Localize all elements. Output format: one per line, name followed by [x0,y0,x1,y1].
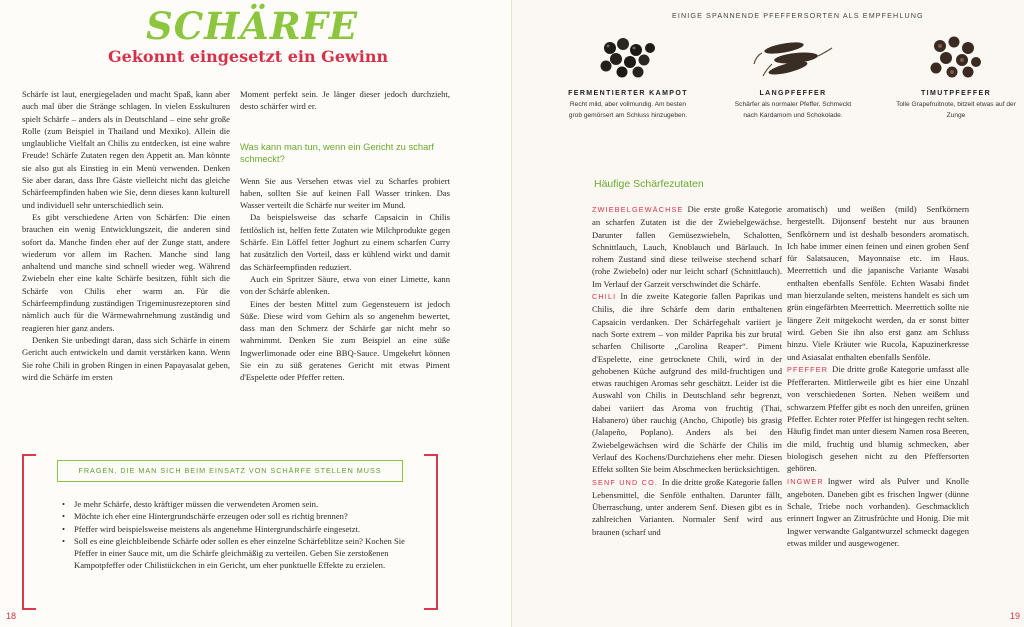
entry-text: In die zweite Kategorie fallen Paprikas und Chilis, die ihre Schärfe dem darin enthaltenen Capsaicin verdanken. Der Schärfegehalt variiert je nach Sorte extrem – von milder Paprika bis zur brutal scharfen Chilisorte „Carolina Reaper“. Piment d'Espelette, eine getrocknete Chili, wird in der gehobenen Küche aufgrund des mild-fruchtigen und etwas rauchigen Aromas sehr geschätzt. Leider ist die Auswahl von Chilis in Deutschland sehr begrenzt, dabei variiert das Aroma von fruchtig (Thai, Habanero) über rauchig (Ancho, Chipotle) bis grasig (Jalapeño, Poplano). Anders als bei den Zwiebelgewächsen wird die Schärfe der Chilis im Verlauf des Kochens/Durchziehens eher mehr. Diesen Effekt sollten Sie beim Abschmecken berücksichtigen. [592,291,782,475]
entry-chili [592,290,782,475]
page-subtitle: Gekonnt eingesetzt ein Gewinn [108,47,389,66]
left-column-2 [240,88,450,384]
list-item: • Pfeffer wird beispielsweise meistens als angenehme Hintergrundschärfe eingesetzt. [60,523,420,535]
entry-zwiebel [592,203,782,290]
right-column-2 [787,203,969,549]
pepper-desc: Recht mild, aber vollmundig. Am besten grob gemörsert am Schluss hinzugeben. [568,101,688,119]
pepper-name: FERMENTIERTER KAMPOT [568,90,688,97]
entry-senf [592,476,782,538]
long-pepper-image [748,26,838,86]
page-number-right: 19 [1010,611,1021,621]
entry-text: In die dritte große Kategorie fallen Lebensmittel, die Senföle enthalten. Darunter fällt, Überraschung, unter anderem Senf. Diesen gibt es in zahlreichen Varianten. Normaler Senf wird aus braunen (scharf und [592,476,783,537]
pepper-caption: EINIGE SPANNENDE PFEFFERSORTEN ALS EMPFEHLUNG [672,11,924,20]
pepper-kampot [568,26,688,121]
term-label: PFEFFER [787,364,829,374]
term-label: CHILI [592,292,617,302]
paragraph: Da beispielsweise das scharfe Capsaicin in Chilis fettlöslich ist, helfen fette Zutaten wie Milchprodukte gegen Schärfe. Ein Löffel fetter Joghurt zu einem scharfen Curry hat zusätzlich den Vorteil, dass er kühlend wirkt und damit das Schärfeempfinden reduziert. [240,212,450,272]
list-item: • Soll es eine gleichbleibende Schärfe oder sollen es eher einzelne Schärfeblitze sein? Kochen Sie Pfeffer in einer Sauce mit, um die Schärfe gleichmäßig zu verteilen. Geben Sie zerstoßenen Kampotpfeffer oder Chilistückchen in ein Gericht, um eher punktuelle Effekte zu erzielen. [60,535,420,572]
timut-pepper-image [916,26,996,86]
entry-text: Ingwer wird als Pulver und Knolle angeboten. Daneben gibt es frischen Ingwer (dünne Schale, Triebe noch vorhanden). Geschmacklich erinnert Ingwer an Zitrusfrüchte und Honig. Die mit Ingwer verwandte Galgantwurzel schmeckt dagegen etwas milder und ausgewogener. [787,475,969,549]
right-column-1 [592,203,782,538]
pepper-timut [896,26,1016,121]
entry-ingwer [787,475,969,550]
question-list [60,498,420,572]
box-bracket-right [424,454,438,610]
section-heading: Häufige Schärfezutaten [594,178,704,190]
entry-text: Die erste große Kategorie an scharfen Zutaten ist die der Zwiebelgewächse. Darunter fallen Gemüsezwiebeln, Schalotten, Schnittlauch, Lauch, Knoblauch und Bärlauch. In rohem Zustand sind diese teilweise stechend scharf (rohe Zwiebeln) oder nur leicht scharf (Schnittlauch). Im Verlauf der Garzeit verschwindet die Schärfe. [592,204,782,289]
page-title: SCHÄRFE [146,4,359,48]
page-number-left: 18 [6,611,17,621]
left-column-1 [22,88,230,383]
pepper-name: TIMUTPFEFFER [920,90,992,97]
term-label: ZWIEBELGEWÄCHSE [592,205,684,214]
paragraph: Auch ein Spritzer Säure, etwa von einer Limette, kann von der Schärfe ablenken. [240,273,450,297]
list-item: • Möchte ich eher eine Hintergrundschärfe erzeugen oder soll es richtig brennen? [60,510,420,522]
paragraph: Denken Sie unbedingt daran, dass sich Schärfe in einem Gericht auch entwickeln und damit verstärken kann. Wenn Sie rohe Chili in groben Ringen in einen Papayasalat geben, wird die Schärfe im ersten [22,334,230,382]
paragraph: Eines der besten Mittel zum Gegensteuern ist jedoch Süße. Diese wird vom Gehirn als so angenehm bewertet, dass man den Schmerz der Schärfe gar nicht mehr so wahrnimmt. Denken Sie zum Beispiel an eine süße Ingwerlimonade oder eine BBQ-Sauce. Umgekehrt können Sie ein zu süß geratenes Gericht mit etwas Piment d'Espelette oder Pfeffer retten. [240,298,450,383]
pepper-langpfeffer [733,26,853,121]
term-label: INGWER [787,476,824,486]
box-heading: FRAGEN, DIE MAN SICH BEIM EINSATZ VON SCHÄRFE STELLEN MUSS [57,460,403,482]
paragraph: Moment perfekt sein. Je länger dieser jedoch durchzieht, desto schärfer wird er. [240,89,450,112]
paragraph: Es gibt verschiedene Arten von Schärfen: Die einen brauchen ein wenig Entwicklungszeit, die anderen sind sofort da. Manche finden eher auf der Zunge statt, andere wiederum vor allem im Rachen. Manche sind lang anhaltend und manche sind schnell wieder weg. Während Zwiebeln eher eine kalte Schärfe besitzen, fühlt sich die Schärfe von Chilis eher warm an. Für die Schärfeempfindung zuständigen Trigeminusrezeptoren sind nämlich auch für die Wärmewahrnehmung zuständig und reagieren hier ganz anders. [22,211,230,333]
entry-pfeffer [787,363,969,475]
paragraph: Wenn Sie aus Versehen etwas viel zu Scharfes probiert haben, sollten Sie auf keinen Fall Wasser trinken. Das Wasser verteilt die Schärfe nur weiter im Mund. [240,175,450,211]
pepper-desc: Tolle Grapefruitnote, bitzelt etwas auf der Zunge [896,101,1016,119]
box-bracket-left [22,454,36,610]
list-item: • Je mehr Schärfe, desto kräftiger müssen die verwendeten Aromen sein. [60,498,420,510]
pepper-desc: Schärfer als normaler Pfeffer. Schmeckt nach Kardamom und Schokolade. [734,101,852,119]
section-heading: Was kann man tun, wenn ein Gericht zu scharf schmeckt? [240,140,435,164]
paragraph: Schärfe ist laut, energiegeladen und macht Spaß, kann aber auch mal über die Stränge schlagen. In vielen Esskulturen spielt Schärfe – anders als in Deutschland – eine sehr große Rolle (zum Beispiel in Thailand und Mexiko). Allein die unglaubliche Vielfalt an Chilis zu entdecken, ist eine wahre Freude! Schärfe Zutaten regen den Appetit an. Man könnte sie also gut als Einstieg in ein Menü verwenden. Denken Sie aber daran, dass Ihre Gäste vielleicht nicht das gleiche Schärfeempfinden haben wie Sie, denn dieses kann kulturell und individuell sehr unterschiedlich sein. [22,89,230,210]
right-page [512,0,1024,627]
kampot-pepper-image [588,26,668,86]
term-label: SENF UND CO. [592,477,659,487]
pepper-name: LANGPFEFFER [759,90,827,97]
entry-senf-continued: aromatisch) und weißen (mild) Senfkörnern hergestellt. Dijonsenf besteht nur aus braunen Senfkörnern und ist deshalb besonders aromatisch. Ich habe immer einen feinen und einen groben Senf für Salatsaucen, Mayonnaise etc. im Haus. Meerrettich und die japanische Variante Wasabi enthalten ebenfalls Senföle. Echten Wasabi findet man hierzulande selten, meistens handelt es sich um grün eingefärbten Meerrettich. Meerrettich sollte nie längere Zeit mitgekocht werden, da er sonst bitter wird. Geben Sie ihn also erst ganz am Schluss hinzu. Viele Kräuter wie Rucola, Kapuzinerkresse und Asiasalat enthalten ebenfalls Senföle. [787,204,969,362]
entry-text: Die dritte große Kategorie umfasst alle Pfefferarten. Mittlerweile gibt es hier eine Unzahl von verschiedenen Sorten. Neben weißem und schwarzem Pfeffer gibt es noch den unreifen, grünen Pfeffer. Echter roter Pfeffer ist hingegen recht selten. Häufig findet man unter diesem Namen rosa Beeren, die mild, fruchtig und blumig schmecken, aber biologisch gesehen nicht zu den Pfeffersorten gehören. [787,363,969,474]
